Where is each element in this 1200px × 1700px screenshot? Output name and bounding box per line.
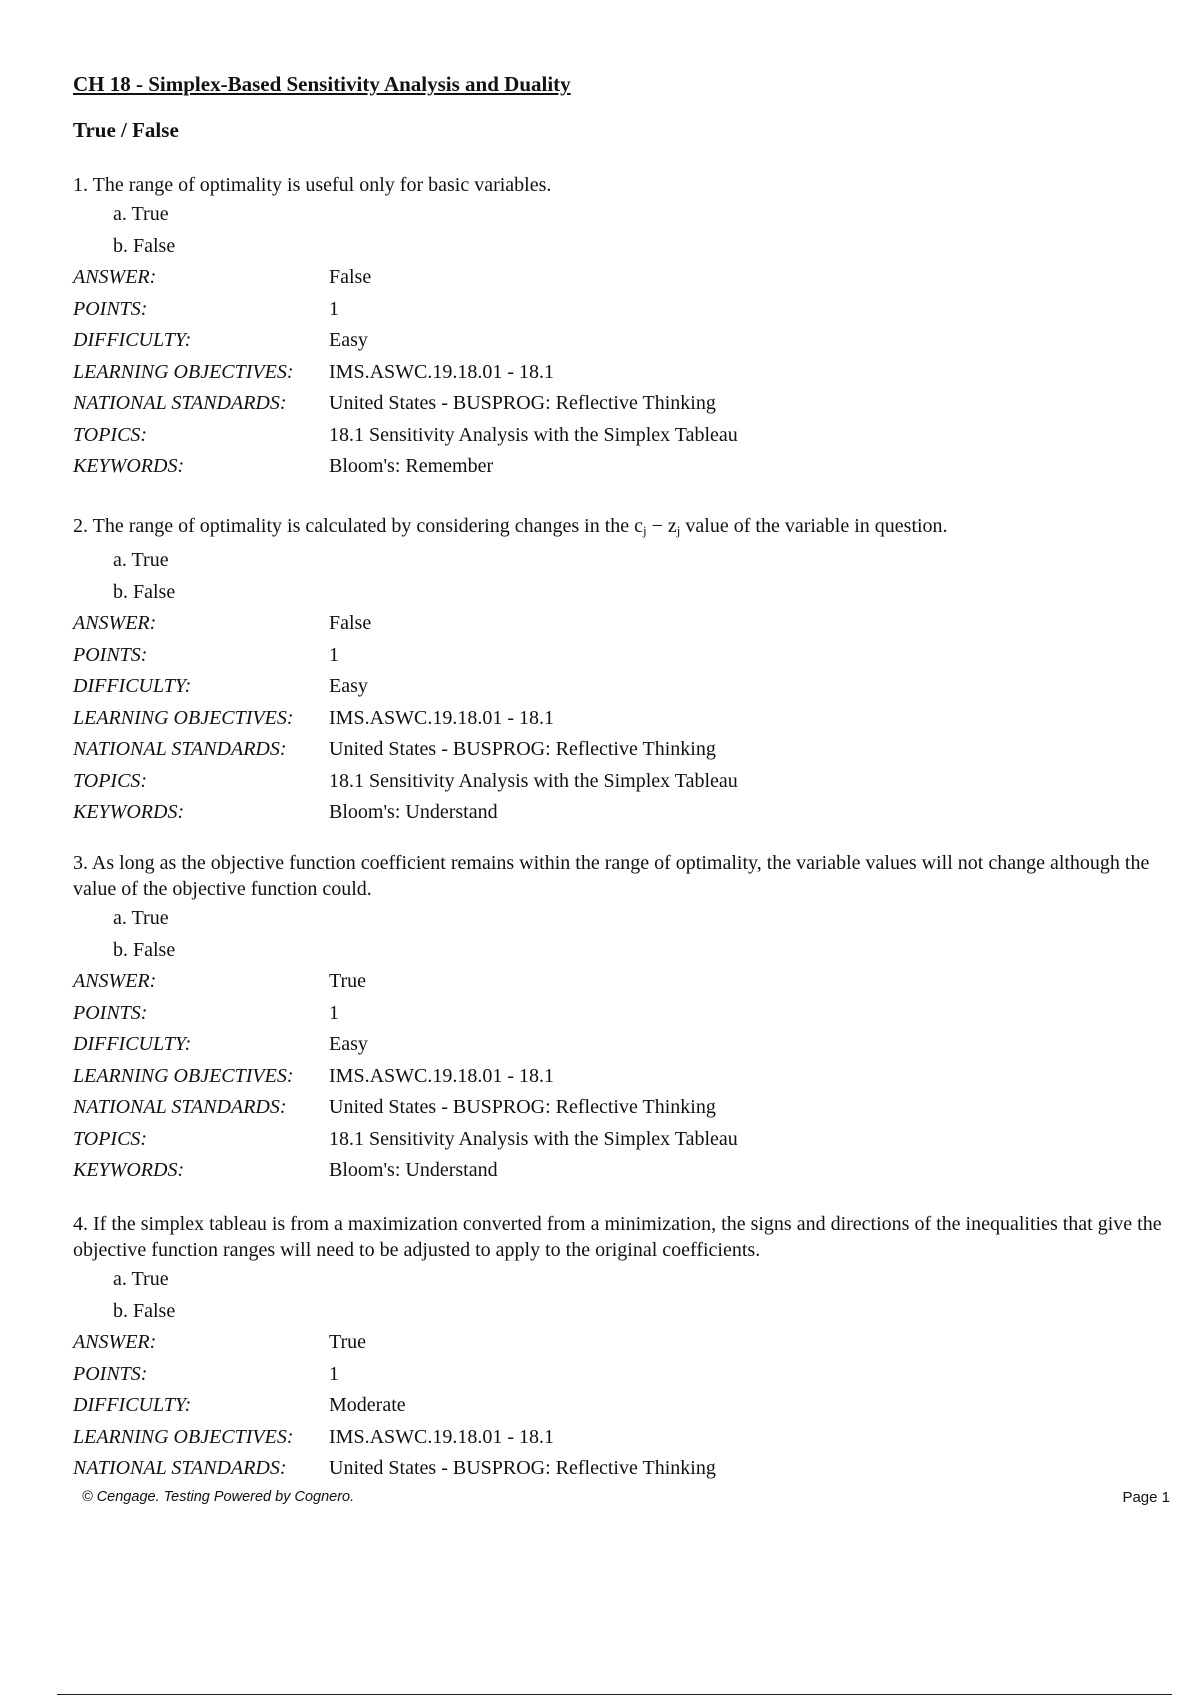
- national-standards-label: NATIONAL STANDARDS:: [73, 738, 287, 760]
- difficulty-value: Moderate: [329, 1394, 406, 1416]
- topics-row: [73, 766, 1173, 798]
- learning-objectives-value: IMS.ASWC.19.18.01 - 18.1: [329, 1425, 555, 1448]
- learning-objectives-value: IMS.ASWC.19.18.01 - 18.1: [329, 360, 555, 383]
- keywords-value: Bloom's: Understand: [329, 801, 498, 823]
- points-row: [73, 294, 1173, 326]
- topics-label: TOPICS:: [73, 769, 148, 792]
- national-standards-row: [73, 1453, 1173, 1485]
- option-false: b. False: [113, 1300, 176, 1322]
- question-2: [73, 513, 1173, 829]
- national-standards-row: [73, 1092, 1173, 1124]
- subscript-j: j: [676, 523, 681, 538]
- question-stem: 4. If the simplex tableau is from a maximization converted from a minimization, the signs and directions of the inequalities that give the objective function ranges will need to be adjusted to apply to the original coefficients.: [73, 1213, 1162, 1261]
- option-true: a. True: [113, 1268, 169, 1290]
- keywords-label: KEYWORDS:: [73, 1159, 185, 1181]
- learning-objectives-label: LEARNING OBJECTIVES:: [73, 1425, 294, 1448]
- learning-objectives-row: [73, 703, 1173, 735]
- answer-row: [73, 966, 1173, 998]
- question-3: [73, 850, 1173, 1187]
- question-stem: 3. As long as the objective function coefficient remains within the range of optimality, the variable values will not change although the value of the objective function could.: [73, 852, 1150, 900]
- keywords-row: [73, 1155, 1173, 1187]
- points-label: POINTS:: [73, 643, 148, 666]
- keywords-value: Bloom's: Remember: [329, 455, 494, 477]
- answer-label: ANSWER:: [73, 612, 157, 634]
- national-standards-label: NATIONAL STANDARDS:: [73, 1096, 287, 1118]
- keywords-label: KEYWORDS:: [73, 801, 185, 823]
- difficulty-label: DIFFICULTY:: [73, 1033, 192, 1055]
- question-4: [73, 1211, 1173, 1485]
- copyright-footer: © Cengage. Testing Powered by Cognero.: [82, 1489, 355, 1505]
- topics-row: [73, 420, 1173, 452]
- national-standards-value: United States - BUSPROG: Reflective Thinking: [329, 738, 716, 760]
- answer-value: True: [329, 970, 367, 992]
- learning-objectives-row: [73, 1422, 1173, 1454]
- points-label: POINTS:: [73, 297, 148, 320]
- topics-value: 18.1 Sensitivity Analysis with the Simplex Tableau: [329, 769, 738, 792]
- points-row: [73, 998, 1173, 1030]
- points-row: [73, 1359, 1173, 1391]
- page-number: Page 1: [1122, 1489, 1170, 1506]
- difficulty-label: DIFFICULTY:: [73, 329, 192, 351]
- difficulty-row: [73, 1390, 1173, 1422]
- difficulty-row: [73, 671, 1173, 703]
- answer-label: ANSWER:: [73, 1331, 157, 1353]
- option-false: b. False: [113, 581, 176, 603]
- option-false: b. False: [113, 235, 176, 257]
- national-standards-label: NATIONAL STANDARDS:: [73, 1457, 287, 1479]
- topics-value: 18.1 Sensitivity Analysis with the Simplex Tableau: [329, 1127, 738, 1150]
- learning-objectives-row: [73, 1061, 1173, 1093]
- answer-label: ANSWER:: [73, 970, 157, 992]
- topics-label: TOPICS:: [73, 423, 148, 446]
- answer-row: [73, 1327, 1173, 1359]
- subscript-j: j: [643, 523, 647, 538]
- learning-objectives-value: IMS.ASWC.19.18.01 - 18.1: [329, 706, 555, 729]
- option-true: a. True: [113, 907, 169, 929]
- national-standards-value: United States - BUSPROG: Reflective Thinking: [329, 1096, 716, 1118]
- chapter-title: CH 18 - Simplex-Based Sensitivity Analysis and Duality: [73, 72, 571, 96]
- difficulty-label: DIFFICULTY:: [73, 675, 192, 697]
- keywords-row: [73, 797, 1173, 829]
- option-true: a. True: [113, 549, 169, 571]
- stem-text: − z: [646, 515, 677, 537]
- topics-value: 18.1 Sensitivity Analysis with the Simplex Tableau: [329, 423, 738, 446]
- topics-row: [73, 1124, 1173, 1156]
- national-standards-value: United States - BUSPROG: Reflective Thinking: [329, 1457, 716, 1479]
- difficulty-value: Easy: [329, 329, 368, 351]
- learning-objectives-value: IMS.ASWC.19.18.01 - 18.1: [329, 1064, 555, 1087]
- national-standards-row: [73, 734, 1173, 766]
- bottom-divider: [57, 1694, 1172, 1695]
- points-row: [73, 640, 1173, 672]
- learning-objectives-label: LEARNING OBJECTIVES:: [73, 360, 294, 383]
- answer-value: False: [329, 266, 372, 288]
- answer-label: ANSWER:: [73, 266, 157, 288]
- difficulty-row: [73, 325, 1173, 357]
- national-standards-row: [73, 388, 1173, 420]
- difficulty-value: Easy: [329, 1033, 368, 1055]
- points-value: 1: [329, 1362, 339, 1385]
- stem-text: value of the variable in question.: [680, 515, 948, 537]
- points-value: 1: [329, 1001, 339, 1024]
- question-stem: [73, 513, 1173, 544]
- question-stem: 1. The range of optimality is useful only for basic variables.: [73, 174, 552, 196]
- topics-label: TOPICS:: [73, 1127, 148, 1150]
- points-label: POINTS:: [73, 1001, 148, 1024]
- option-true: a. True: [113, 203, 169, 225]
- points-value: 1: [329, 643, 339, 666]
- learning-objectives-label: LEARNING OBJECTIVES:: [73, 706, 294, 729]
- difficulty-value: Easy: [329, 675, 368, 697]
- option-false: b. False: [113, 939, 176, 961]
- keywords-label: KEYWORDS:: [73, 455, 185, 477]
- answer-value: False: [329, 612, 372, 634]
- keywords-value: Bloom's: Understand: [329, 1159, 498, 1181]
- question-1: [73, 172, 1173, 483]
- national-standards-value: United States - BUSPROG: Reflective Thinking: [329, 392, 716, 414]
- difficulty-label: DIFFICULTY:: [73, 1394, 192, 1416]
- learning-objectives-row: [73, 357, 1173, 389]
- points-label: POINTS:: [73, 1362, 148, 1385]
- answer-row: [73, 262, 1173, 294]
- section-heading: True / False: [73, 118, 179, 142]
- stem-text: 2. The range of optimality is calculated by considering changes in the c: [73, 515, 644, 537]
- learning-objectives-label: LEARNING OBJECTIVES:: [73, 1064, 294, 1087]
- answer-value: True: [329, 1331, 367, 1353]
- answer-row: [73, 608, 1173, 640]
- points-value: 1: [329, 297, 339, 320]
- keywords-row: [73, 451, 1173, 483]
- difficulty-row: [73, 1029, 1173, 1061]
- national-standards-label: NATIONAL STANDARDS:: [73, 392, 287, 414]
